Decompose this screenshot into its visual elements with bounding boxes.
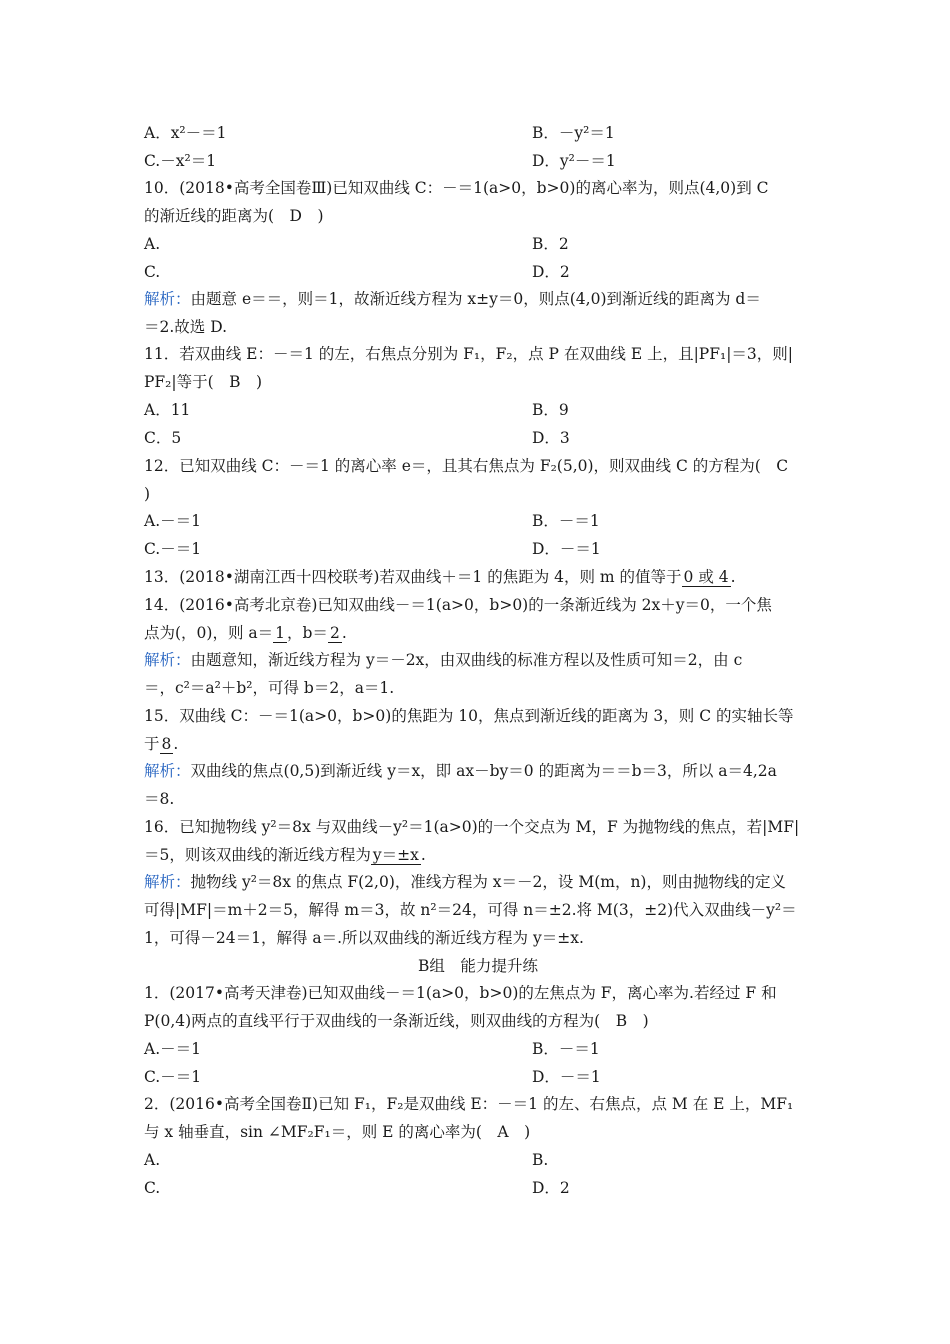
- line-end: .: [173, 735, 179, 753]
- option-left: A.: [144, 235, 161, 253]
- option-right: B．2: [532, 235, 569, 253]
- line-text: ＝，c²＝a²＋b²，可得 b＝2，a＝1.: [144, 679, 395, 697]
- option-right: B．9: [532, 401, 569, 419]
- options-row: [144, 1037, 812, 1061]
- option-right: B.: [532, 1151, 549, 1169]
- option-left: A.－＝1: [144, 1040, 201, 1058]
- text-line: [144, 565, 812, 589]
- answer-blank: y＝±x: [372, 846, 419, 864]
- options-row: [144, 509, 812, 533]
- option-right: B．－y²＝1: [532, 124, 615, 142]
- option-right: D．2: [532, 1179, 570, 1197]
- line-text: 由题意 e＝＝，则＝1，故渐近线方程为 x±y＝0，则点(4,0)到渐近线的距离为 d＝: [190, 290, 761, 308]
- text-line: [144, 1092, 812, 1116]
- text-line: [144, 454, 812, 478]
- text-line: [144, 676, 812, 700]
- line-text: 1，可得－24＝1，解得 a＝.所以双曲线的渐近线方程为 y＝±x.: [144, 929, 584, 947]
- answer-blank: 2: [329, 624, 340, 642]
- answer-blank: 0 或 4: [683, 568, 729, 586]
- text-line: [144, 759, 812, 783]
- text-line: [144, 482, 812, 506]
- option-left: A.: [144, 1151, 161, 1169]
- text-line: [144, 593, 812, 617]
- option-right: D．y²－＝1: [532, 152, 616, 170]
- text-line: [144, 981, 812, 1005]
- analysis-label: 解析：: [144, 762, 191, 780]
- options-row: [144, 1148, 812, 1172]
- answer-blank: 8: [161, 735, 172, 753]
- line-text: 11．若双曲线 E：－＝1 的左，右焦点分别为 F₁，F₂，点 P 在双曲线 E 上，且|PF₁|＝3，则|: [144, 345, 793, 363]
- options-row: [144, 149, 812, 173]
- text-line: [144, 732, 812, 756]
- line-end: .: [730, 568, 736, 586]
- line-text: 于: [144, 735, 160, 753]
- line-text: ): [144, 485, 151, 503]
- line-text: 点为(，0)，则 a＝: [144, 624, 274, 642]
- line-text: 双曲线的焦点(0,5)到渐近线 y＝x，即 ax－by＝0 的距离为＝＝b＝3，所以 a＝4,2a: [190, 762, 777, 780]
- line-text: ＝8.: [144, 790, 175, 808]
- text-line: [144, 648, 812, 672]
- line-end: .: [420, 846, 426, 864]
- analysis-label: 解析：: [144, 290, 191, 308]
- analysis-label: 解析：: [144, 651, 191, 669]
- line-text: 12．已知双曲线 C：－＝1 的离心率 e＝，且其右焦点为 F₂(5,0)，则双曲线 C 的方程为( C: [144, 457, 789, 475]
- option-right: B．－＝1: [532, 1040, 600, 1058]
- option-right: D．2: [532, 263, 570, 281]
- text-line: [144, 342, 812, 366]
- options-row: [144, 1176, 812, 1200]
- option-right: D．3: [532, 429, 570, 447]
- option-left: A．11: [144, 401, 191, 419]
- options-row: [144, 426, 812, 450]
- analysis-label: 解析：: [144, 873, 191, 891]
- option-left: C．5: [144, 429, 182, 447]
- text-line: [144, 870, 812, 894]
- text-line: [144, 926, 812, 950]
- line-text: ＝2.故选 D.: [144, 318, 228, 336]
- options-row: [144, 537, 812, 561]
- text-line: [144, 787, 812, 811]
- option-left: C.－＝1: [144, 1068, 202, 1086]
- line-text: 13．(2018•湖南江西十四校联考)若双曲线＋＝1 的焦距为 4，则 m 的值等于: [144, 568, 682, 586]
- line-text: 16．已知抛物线 y²＝8x 与双曲线－y²＝1(a>0)的一个交点为 M，F 为抛物线的焦点，若|MF|: [144, 818, 800, 836]
- line-text: 与 x 轴垂直，sin ∠MF₂F₁＝，则 E 的离心率为( A ): [144, 1123, 531, 1141]
- option-left: C.－x²＝1: [144, 152, 217, 170]
- text-line: [144, 898, 812, 922]
- line-text: 10．(2018•高考全国卷Ⅲ)已知双曲线 C：－＝1(a>0，b>0)的离心率为，则点(4,0)到 C: [144, 179, 769, 197]
- line-text: 15．双曲线 C：－＝1(a>0，b>0)的焦距为 10，焦点到渐近线的距离为 3，则 C 的实轴长等: [144, 707, 794, 725]
- option-left: C.: [144, 263, 161, 281]
- line-text: P(0,4)两点的直线平行于双曲线的一条渐近线，则双曲线的方程为( B ): [144, 1012, 649, 1030]
- text-line: [144, 843, 812, 867]
- option-left: A．x²－＝1: [144, 124, 227, 142]
- answer-blank: 1: [275, 624, 285, 642]
- text-line: [144, 315, 812, 339]
- option-left: A.－＝1: [144, 512, 201, 530]
- line-text: PF₂|等于( B ): [144, 373, 263, 391]
- text-line: [144, 621, 812, 645]
- text-line: [144, 704, 812, 728]
- options-row: [144, 398, 812, 422]
- line-text: 抛物线 y²＝8x 的焦点 F(2,0)，准线方程为 x＝－2，设 M(m，n)，则由抛物线的定义: [190, 873, 786, 891]
- option-left: C.－＝1: [144, 540, 202, 558]
- line-text: 的渐近线的距离为( D ): [144, 207, 324, 225]
- section-heading: B组 能力提升练: [418, 957, 538, 975]
- option-right: B．－＝1: [532, 512, 600, 530]
- text-line: [144, 370, 812, 394]
- text-line: [144, 204, 812, 228]
- text-line: [144, 1120, 812, 1144]
- text-line: [144, 815, 812, 839]
- line-text: 可得|MF|＝m＋2＝5，解得 m＝3，故 n²＝24，可得 n＝±2.将 M(3，±2)代入双曲线－y²＝: [144, 901, 797, 919]
- line-text: 2．(2016•高考全国卷Ⅱ)已知 F₁，F₂是双曲线 E：－＝1 的左、右焦点，点 M 在 E 上，MF₁: [144, 1095, 794, 1113]
- option-left: C.: [144, 1179, 161, 1197]
- options-row: [144, 1065, 812, 1089]
- text-line: [144, 287, 812, 311]
- options-row: [144, 260, 812, 284]
- line-text: ＝5，则该双曲线的渐近线方程为: [144, 846, 371, 864]
- text-line: [144, 1009, 812, 1033]
- line-text: 14．(2016•高考北京卷)已知双曲线－＝1(a>0，b>0)的一条渐近线为 2x＋y＝0，一个焦: [144, 596, 772, 614]
- line-text: ，b＝: [287, 624, 328, 642]
- line-text: 由题意知，渐近线方程为 y＝－2x，由双曲线的标准方程以及性质可知＝2，由 c: [190, 651, 743, 669]
- option-right: D．－＝1: [532, 1068, 601, 1086]
- options-row: [144, 232, 812, 256]
- text-line: [144, 176, 812, 200]
- options-row: [144, 121, 812, 145]
- line-text: 1．(2017•高考天津卷)已知双曲线－＝1(a>0，b>0)的左焦点为 F，离心率为.若经过 F 和: [144, 984, 777, 1002]
- line-end: .: [341, 624, 347, 642]
- option-right: D．－＝1: [532, 540, 601, 558]
